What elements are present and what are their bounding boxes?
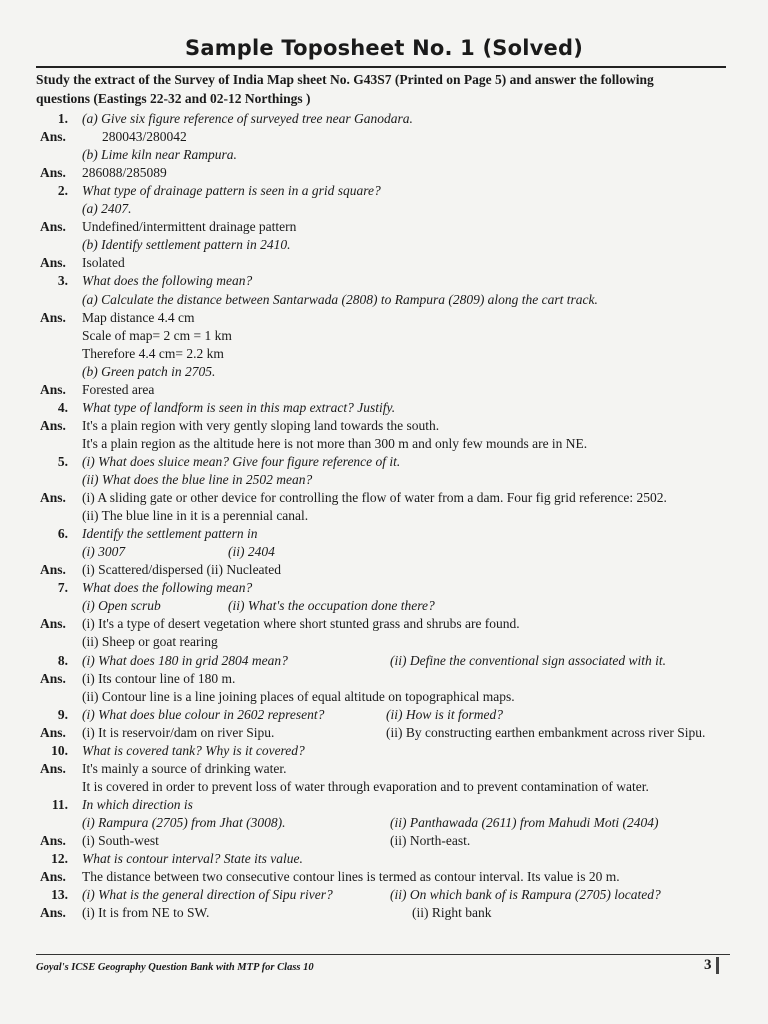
answer-row	[0, 489, 768, 507]
question-text: (b) Identify settlement pattern in 2410.	[82, 237, 291, 253]
text-row	[0, 327, 768, 345]
question-row	[0, 796, 768, 814]
question-number: 10.	[51, 742, 68, 758]
question-number: 3.	[57, 273, 68, 289]
text-row	[0, 778, 768, 796]
question-number: 4.	[57, 399, 68, 415]
answer-text: (i) It is reservoir/dam on river Sipu.	[82, 724, 275, 740]
question-text-part-2: (ii) How is it formed?	[386, 706, 503, 722]
answer-text: 280043/280042	[102, 129, 187, 145]
answer-label: Ans.	[40, 255, 66, 271]
answer-text: Therefore 4.4 cm= 2.2 km	[82, 345, 224, 361]
answer-label: Ans.	[40, 490, 66, 506]
question-text: Identify the settlement pattern in	[82, 526, 258, 542]
text-row	[0, 435, 768, 453]
text-row	[0, 633, 768, 651]
answer-text: Isolated	[82, 255, 125, 271]
answer-row	[0, 164, 768, 182]
question-row	[0, 471, 768, 489]
answer-label: Ans.	[40, 129, 66, 145]
intro-line-1: Study the extract of the Survey of India Map sheet No. G43S7 (Printed on Page 5) and answer the following	[36, 72, 654, 87]
question-number: 13.	[51, 887, 68, 903]
question-row	[0, 850, 768, 868]
question-row	[0, 706, 768, 724]
answer-text: (i) Its contour line of 180 m.	[82, 670, 236, 686]
answer-text: (i) It's a type of desert vegetation where short stunted grass and shrubs are found.	[82, 616, 520, 632]
question-text: (i) 3007	[82, 544, 126, 560]
answer-text: (ii) Sheep or goat rearing	[82, 634, 218, 650]
question-text: What does the following mean?	[82, 580, 253, 596]
answer-label: Ans.	[40, 562, 66, 578]
question-text: (i) What does sluice mean? Give four figure reference of it.	[82, 453, 401, 469]
question-text: (i) Open scrub	[82, 598, 161, 614]
text-row	[0, 688, 768, 706]
question-text: (ii) What does the blue line in 2502 mean?	[82, 472, 313, 487]
question-number: 1.	[57, 111, 68, 126]
question-text-part-2: (ii) 2404	[228, 544, 275, 560]
question-number: 8.	[57, 652, 68, 668]
question-text: What type of drainage pattern is seen in a grid square?	[82, 183, 381, 199]
question-row	[0, 652, 768, 670]
answer-text: Scale of map= 2 cm = 1 km	[82, 327, 232, 343]
answer-row	[0, 254, 768, 272]
answer-row	[0, 670, 768, 688]
answer-label: Ans.	[40, 165, 66, 181]
answer-text: (i) Scattered/dispersed (ii) Nucleated	[82, 562, 282, 578]
question-text: (a) Calculate the distance between Santarwada (2808) to Rampura (2809) along the cart track.	[82, 291, 598, 307]
question-row	[0, 597, 768, 615]
answer-label: Ans.	[40, 381, 66, 397]
question-row	[0, 399, 768, 417]
answer-text: Undefined/intermittent drainage pattern	[82, 219, 297, 235]
answer-row	[0, 381, 768, 399]
answer-label: Ans.	[40, 309, 66, 325]
question-text: (b) Green patch in 2705.	[82, 363, 216, 379]
answer-row	[0, 904, 768, 922]
title-divider	[36, 66, 726, 68]
answer-label: Ans.	[40, 219, 66, 235]
question-row	[0, 886, 768, 904]
question-row	[0, 200, 768, 218]
answer-label: Ans.	[40, 869, 66, 885]
question-row	[0, 110, 768, 128]
answer-row	[0, 868, 768, 886]
question-row	[0, 579, 768, 597]
answer-label: Ans.	[40, 833, 66, 848]
answer-row	[0, 832, 768, 850]
answer-row	[0, 561, 768, 579]
answer-text: The distance between two consecutive contour lines is termed as contour interval. Its value is 20 m.	[82, 869, 620, 885]
question-number: 6.	[57, 526, 68, 542]
question-text: (b) Lime kiln near Rampura.	[82, 147, 237, 163]
answer-label: Ans.	[40, 616, 66, 632]
answer-label: Ans.	[40, 417, 66, 433]
footer-text: Goyal's ICSE Geography Question Bank with MTP for Class 10	[36, 962, 314, 973]
question-row	[0, 742, 768, 760]
question-text: (i) What does blue colour in 2602 represent?	[82, 706, 325, 722]
question-text: What is contour interval? State its value.	[82, 851, 303, 867]
answer-row	[0, 218, 768, 236]
answer-text-part-2: (ii) By constructing earthen embankment across river Sipu.	[386, 724, 706, 740]
answer-label: Ans.	[40, 760, 66, 776]
answer-label: Ans.	[40, 905, 66, 921]
answer-label: Ans.	[40, 670, 66, 686]
question-text-part-2: (ii) What's the occupation done there?	[228, 598, 435, 614]
answer-text: It's a plain region with very gently sloping land towards the south.	[82, 417, 440, 433]
question-row	[0, 363, 768, 381]
question-row	[0, 182, 768, 200]
page-number: 3	[704, 957, 719, 974]
question-text-part-2: (ii) Define the conventional sign associated with it.	[390, 652, 666, 668]
answer-text: Map distance 4.4 cm	[82, 309, 195, 325]
question-text: (i) What does 180 in grid 2804 mean?	[82, 652, 288, 668]
question-row	[0, 236, 768, 254]
answer-text: It's a plain region as the altitude here is not more than 300 m and only few mounds are in NE.	[82, 435, 588, 451]
answer-label: Ans.	[40, 724, 66, 740]
question-text: What does the following mean?	[82, 273, 253, 289]
answer-row	[0, 615, 768, 633]
answer-row	[0, 128, 768, 146]
question-text: What type of landform is seen in this map extract? Justify.	[82, 399, 396, 415]
question-text-part-2: (ii) On which bank of is Rampura (2705) located?	[390, 887, 661, 903]
page-title: Sample Toposheet No. 1 (Solved)	[185, 36, 583, 60]
answer-text-part-2: (ii) Right bank	[412, 905, 492, 921]
question-number: 9.	[57, 706, 68, 722]
text-row	[0, 507, 768, 525]
question-row	[0, 543, 768, 561]
question-text: In which direction is	[82, 796, 193, 812]
answer-text: (i) South-west	[82, 833, 159, 848]
question-row	[0, 272, 768, 290]
question-text: (a) 2407.	[82, 201, 132, 217]
answer-row	[0, 417, 768, 435]
answer-text: It is covered in order to prevent loss of water through evaporation and to prevent contamination of water.	[82, 778, 649, 794]
footer-divider	[36, 954, 730, 955]
answer-text: Forested area	[82, 381, 155, 397]
answer-row	[0, 760, 768, 778]
question-number: 11.	[51, 796, 68, 812]
question-text-part-2: (ii) Panthawada (2611) from Mahudi Moti (2404)	[390, 814, 659, 830]
question-row	[0, 146, 768, 164]
question-row	[0, 291, 768, 309]
question-number: 2.	[57, 183, 68, 199]
question-number: 5.	[57, 453, 68, 469]
intro-line-2: questions (Eastings 22-32 and 02-12 Northings )	[36, 91, 311, 106]
intro-instructions	[36, 70, 730, 108]
answer-row	[0, 724, 768, 742]
answer-text: 286088/285089	[82, 165, 167, 181]
answer-text: (i) A sliding gate or other device for controlling the flow of water from a dam. Four fig grid reference: 2502.	[82, 490, 667, 506]
question-row	[0, 525, 768, 543]
answer-text: (i) It is from NE to SW.	[82, 905, 210, 921]
question-number: 12.	[51, 851, 68, 867]
question-text: What is covered tank? Why is it covered?	[82, 742, 305, 758]
answer-text: (ii) Contour line is a line joining places of equal altitude on topographical maps.	[82, 688, 515, 704]
answer-text: (ii) The blue line in it is a perennial canal.	[82, 508, 309, 524]
answer-row	[0, 309, 768, 327]
question-text: (i) Rampura (2705) from Jhat (3008).	[82, 814, 286, 830]
question-number: 7.	[57, 580, 68, 596]
question-row	[0, 453, 768, 471]
question-text: (i) What is the general direction of Sipu river?	[82, 887, 333, 903]
question-row	[0, 814, 768, 832]
question-text: (a) Give six figure reference of surveyed tree near Ganodara.	[82, 111, 413, 126]
text-row	[0, 345, 768, 363]
answer-text-part-2: (ii) North-east.	[390, 833, 471, 848]
answer-text: It's mainly a source of drinking water.	[82, 760, 287, 776]
